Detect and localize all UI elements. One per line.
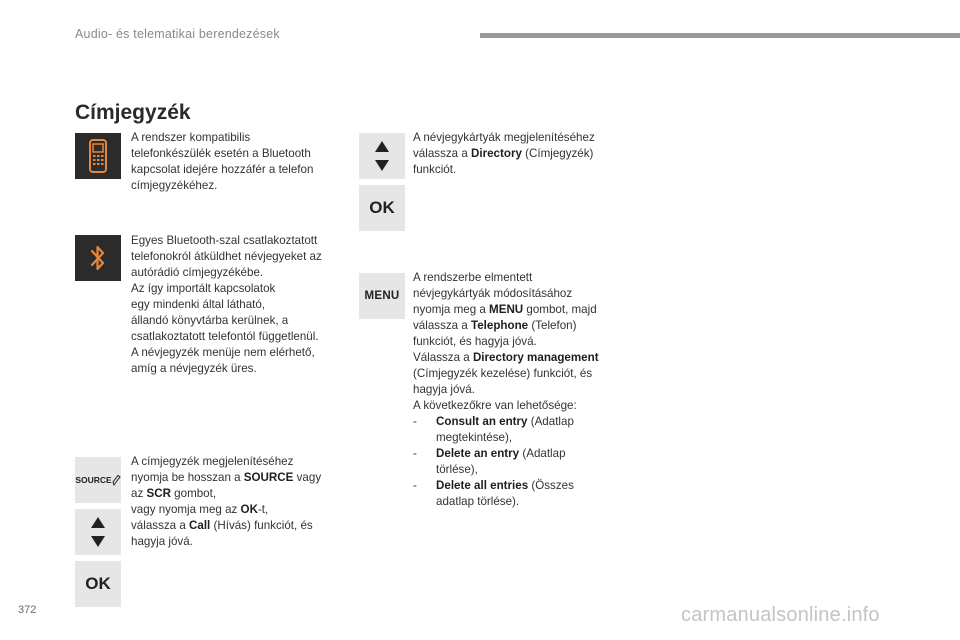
paragraph-phone-compatibility: A rendszer kompatibilis telefonkészülék esetén a Bluetooth kapcsolat idejére hozzáfér a telefon címjegyzékéhez. — [131, 131, 314, 192]
section-header-title: Audio- és telematikai berendezések — [75, 27, 280, 41]
arrow-down-icon — [91, 536, 105, 547]
ok-key-label: OK — [369, 198, 395, 217]
menu-key — [359, 273, 405, 319]
page-title: Címjegyzék — [75, 101, 191, 124]
menu-key-label: MENU — [364, 290, 400, 302]
header-bar — [480, 33, 960, 38]
source-button-key — [75, 457, 121, 503]
up-down-key — [75, 509, 121, 555]
up-down-key-right — [359, 133, 405, 179]
ok-key-left — [75, 561, 121, 607]
pencil-icon — [112, 474, 121, 486]
phone-icon-tile — [75, 133, 121, 179]
paragraph-show-directory: A címjegyzék megjelenítéséhez nyomja be hosszan a SOURCE vagy az SCR gombot, vagy nyomja meg az OK-t, válassza a Call (Hívás) funkciót, és hagyja jóvá. — [131, 455, 322, 548]
paragraph-directory-management: A rendszerbe elmentett névjegykártyák módosításához nyomja meg a MENU gombot, majd válassza a Telephone (Telefon) funkciót, és hagyja jóvá. Válassza a Directory management (Címjegyzék kezelése) funkciót, és hagyja jóvá. A következőkre van lehetősége: - Consult an entry (Adatlap megtekintése), - Delete an entry (Adatlap törlése), - Delete all entries (Összes adatlap törlése). — [413, 271, 599, 508]
list-item: - Delete all entries (Összes — [413, 479, 574, 492]
arrow-down-icon — [375, 160, 389, 171]
ok-key-right — [359, 185, 405, 231]
watermark: carmanualsonline.info — [681, 604, 880, 626]
list-item: - Consult an entry (Adatlap — [413, 415, 574, 428]
list-item: - Delete an entry (Adatlap — [413, 447, 566, 460]
bluetooth-icon-tile — [75, 235, 121, 281]
source-key-label: SOURCE — [75, 475, 112, 485]
bluetooth-icon — [89, 243, 107, 273]
arrow-up-icon — [91, 517, 105, 528]
paragraph-directory-display: A névjegykártyák megjelenítéséhez válassza a Directory (Címjegyzék) funkciót. — [413, 131, 595, 176]
phone-icon — [87, 139, 109, 173]
ok-key-label: OK — [85, 574, 111, 593]
arrow-up-icon — [375, 141, 389, 152]
paragraph-bluetooth-import: Egyes Bluetooth-szal csatlakoztatott telefonokról átküldhet névjegyeket az autórádió címjegyzékébe. Az így importált kapcsolatok egy mindenki által látható, állandó könyvtárba kerülnek, a csatlakoztatott telefontól függetlenül. A névjegyzék menüje nem elérhető, amíg a névjegyzék üres. — [131, 234, 322, 375]
page-number: 372 — [18, 604, 37, 616]
